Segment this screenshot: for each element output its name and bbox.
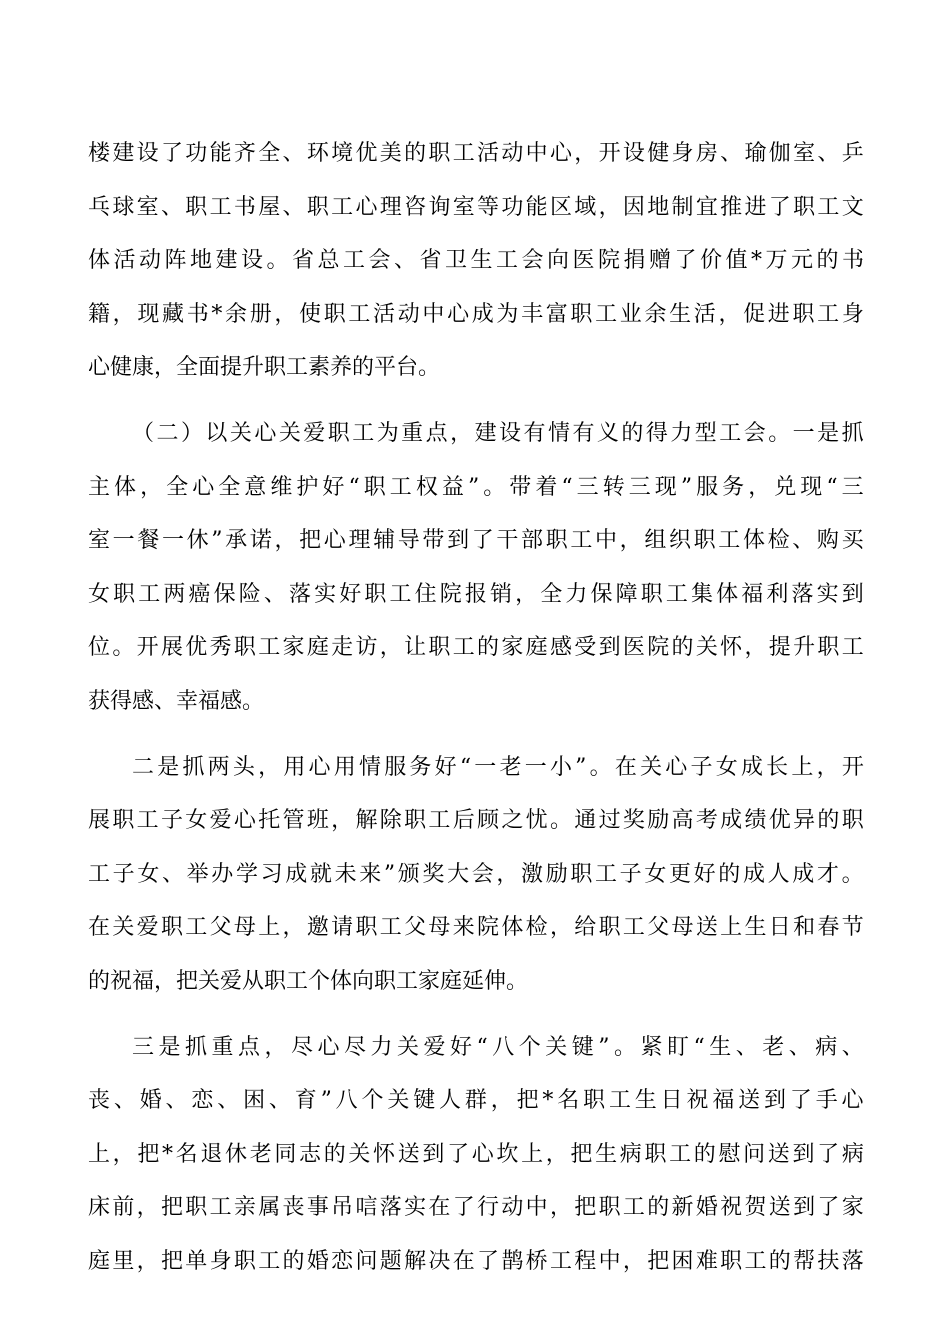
text-line: 获得感、幸福感。 [88,688,265,714]
paragraph-first-line: 三 是 抓 重 点 ， 尽 心 尽 力 关 爱 好 “ 八 个 关 键 ” 。 紧 盯 “ 生 、 老 、 病 、 [132,1034,864,1060]
text-line: 心健康，全面提升职工素养的平台。 [88,355,441,381]
text-line: 女 职 工 两 癌 保 险 、 落 实 好 职 工 住 院 报 销 ， 全 力 保 障 职 工 集 体 福 利 落 实 到 [88,581,864,607]
text-line: 籍 ， 现 藏 书 * 余 册 ， 使 职 工 活 动 中 心 成 为 丰 富 职 工 业 余 生 活 ， 促 进 职 工 身 [88,301,864,327]
text-line: 丧 、 婚 、 恋 、 困 、 育 ” 八 个 关 键 人 群 ， 把 * 名 职 工 生 日 祝 福 送 到 了 手 心 [88,1088,864,1114]
text-line: 在 关 爱 职 工 父 母 上 ， 邀 请 职 工 父 母 来 院 体 检 ， 给 职 工 父 母 送 上 生 日 和 春 节 [88,915,864,941]
text-line: 室 一 餐 一 休 ” 承 诺 ， 把 心 理 辅 导 带 到 了 干 部 职 工 中 ， 组 织 职 工 体 检 、 购 买 [88,528,864,554]
paragraph-first-line: 二 是 抓 两 头 ， 用 心 用 情 服 务 好 “ 一 老 一 小 ” 。 在 关 心 子 女 成 长 上 ， 开 [132,754,864,780]
body-text [88,127,864,1288]
text-line: 庭 里 ， 把 单 身 职 工 的 婚 恋 问 题 解 决 在 了 鹊 桥 工 程 中 ， 把 困 难 职 工 的 帮 扶 落 [88,1248,864,1274]
text-line: 主 体 ， 全 心 全 意 维 护 好 “ 职 工 权 益 ” 。 带 着 “ 三 转 三 现 ” 服 务 ， 兑 现 “ 三 [88,474,864,500]
paragraph-first-line: （ 二 ） 以 关 心 关 爱 职 工 为 重 点 ， 建 设 有 情 有 义 的 得 力 型 工 会 。 一 是 抓 [132,420,864,446]
text-line: 体 活 动 阵 地 建 设 。 省 总 工 会 、 省 卫 生 工 会 向 医 院 捐 赠 了 价 值 * 万 元 的 书 [88,248,864,274]
text-line: 展 职 工 子 女 爱 心 托 管 班 ， 解 除 职 工 后 顾 之 忧 。 通 过 奖 励 高 考 成 绩 优 异 的 职 [88,808,864,834]
text-line: 楼 建 设 了 功 能 齐 全 、 环 境 优 美 的 职 工 活 动 中 心 ， 开 设 健 身 房 、 瑜 伽 室 、 乒 [88,141,864,166]
text-line: 位 。 开 展 优 秀 职 工 家 庭 走 访 ， 让 职 工 的 家 庭 感 受 到 医 院 的 关 怀 ， 提 升 职 工 [88,635,864,661]
text-line: 的祝福，把关爱从职工个体向职工家庭延伸。 [88,968,529,994]
text-line: 上 ， 把 * 名 退 休 老 同 志 的 关 怀 送 到 了 心 坎 上 ， 把 生 病 职 工 的 慰 问 送 到 了 病 [88,1141,864,1167]
text-line: 工 子 女 、 举 办 学 习 成 就 未 来 ” 颁 奖 大 会 ， 激 励 职 工 子 女 更 好 的 成 人 成 才 。 [88,861,864,887]
text-line: 床 前 ， 把 职 工 亲 属 丧 事 吊 唁 落 实 在 了 行 动 中 ， 把 职 工 的 新 婚 祝 贺 送 到 了 家 [88,1195,864,1221]
text-line: 乓 球 室 、 职 工 书 屋 、 职 工 心 理 咨 询 室 等 功 能 区 域 ， 因 地 制 宜 推 进 了 职 工 文 [88,194,864,220]
